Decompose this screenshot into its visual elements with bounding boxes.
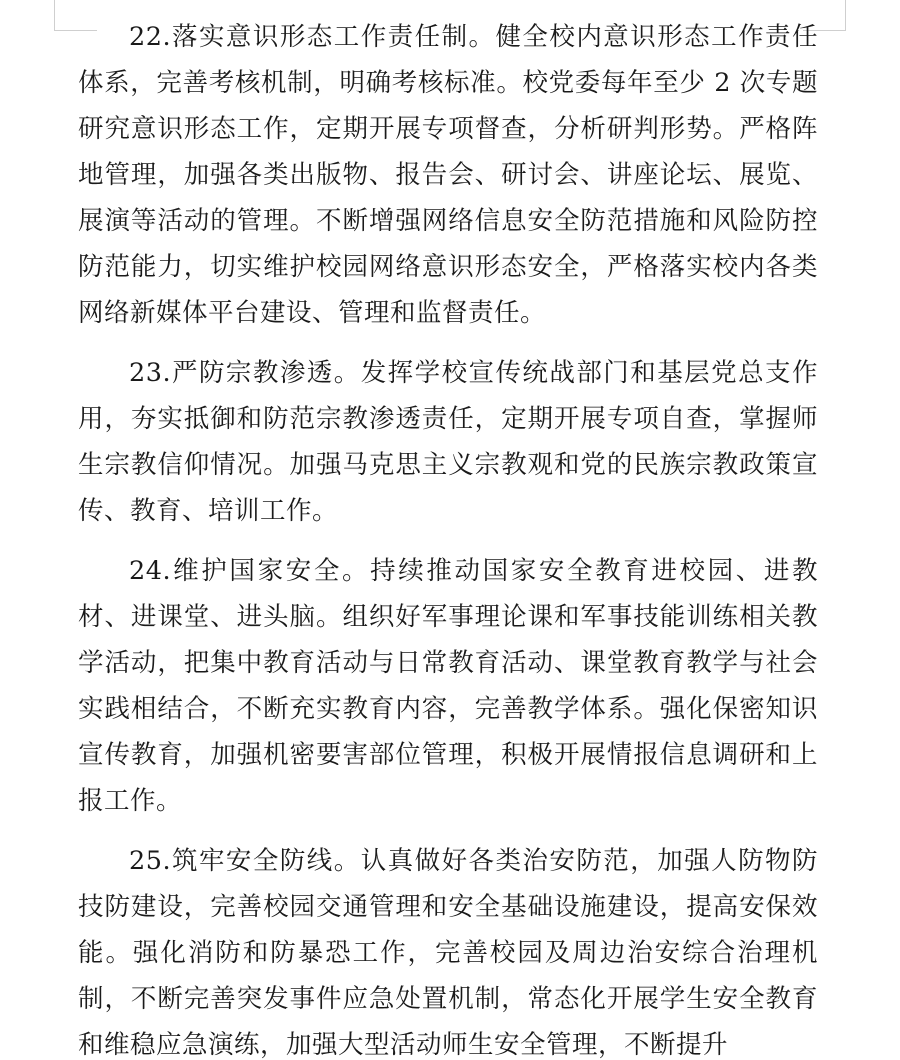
paragraph-23: 23.严防宗教渗透。发挥学校宣传统战部门和基层党总支作用，夯实抵御和防范宗教渗透责任，定期开展专项自查，掌握师生宗教信仰情况。加强马克思主义宗教观和党的民族宗教政策宣传、教育、培训工作。	[78, 358, 818, 526]
paragraph-24: 24.维护国家安全。持续推动国家安全教育进校园、进教材、进课堂、进头脑。组织好军事理论课和军事技能训练相关教学活动，把集中教育活动与日常教育活动、课堂教育教学与社会实践相结合，不断充实教育内容，完善教学体系。强化保密知识宣传教育，加强机密要害部位管理，积极开展情报信息调研和上报工作。	[78, 556, 818, 816]
document-text-body	[78, 14, 818, 1060]
paragraph-22: 22.落实意识形态工作责任制。健全校内意识形态工作责任体系，完善考核机制，明确考核标准。校党委每年至少 2 次专题研究意识形态工作，定期开展专项督查，分析研判形势。严格阵地管理，加强各类出版物、报告会、研讨会、讲座论坛、展览、展演等活动的管理。不断增强网络信息安全防范措施和风险防控防范能力，切实维护校园网络意识形态安全，严格落实校内各类网络新媒体平台建设、管理和监督责任。	[78, 22, 818, 328]
paragraph-25: 25.筑牢安全防线。认真做好各类治安防范，加强人防物防技防建设，完善校园交通管理和安全基础设施建设，提高安保效能。强化消防和防暴恐工作，完善校园及周边治安综合治理机制，不断完善突发事件应急处置机制，常态化开展学生安全教育和维稳应急演练，加强大型活动师生安全管理，不断提升	[78, 846, 818, 1060]
